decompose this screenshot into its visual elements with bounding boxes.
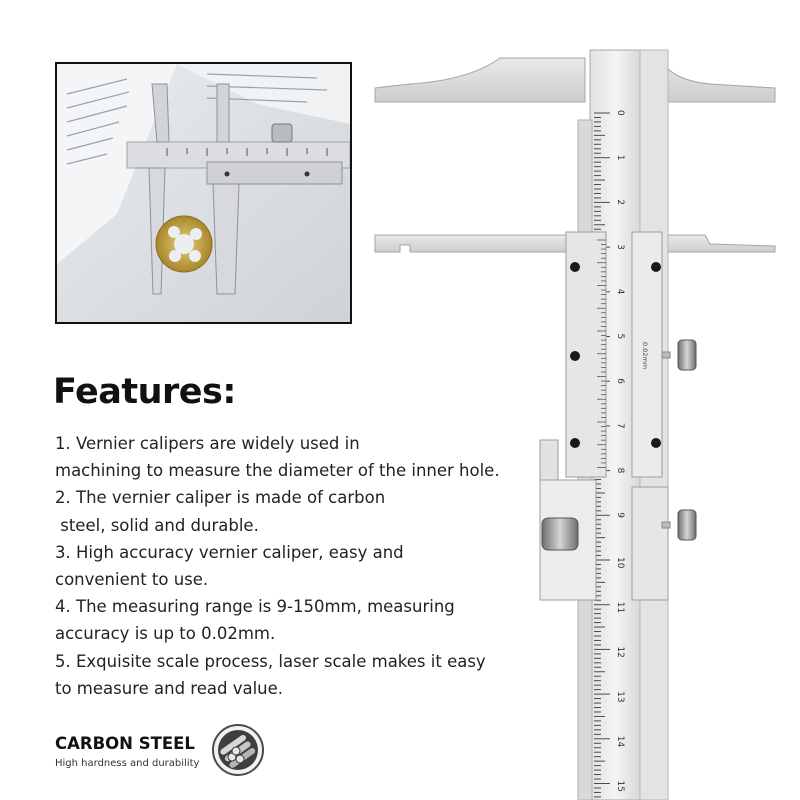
main-scale-number: 8: [615, 467, 625, 474]
main-scale-number: 14: [615, 735, 625, 748]
main-scale-number: 1: [615, 154, 625, 161]
main-scale-number: 5: [615, 333, 625, 340]
badge-title: CARBON STEEL: [55, 734, 195, 753]
features-heading: Features:: [53, 372, 236, 412]
thumb-wheel: [678, 340, 696, 370]
feature-line: 4. The measuring range is 9-150mm, measuring: [55, 597, 455, 617]
main-scale-number: 6: [615, 378, 625, 384]
feature-line: 3. High accuracy vernier caliper, easy and: [55, 542, 404, 562]
feature-line: 5. Exquisite scale process, laser scale makes it easy: [55, 651, 486, 671]
main-scale-number: 13: [615, 691, 625, 703]
main-scale-number: 0: [615, 110, 625, 116]
feature-line: accuracy is up to 0.02mm.: [55, 624, 276, 644]
main-scale-number: 12: [615, 646, 625, 658]
fine-adjust-wheel: [678, 510, 696, 540]
main-scale-number: 10: [615, 557, 625, 569]
main-scale-number: 15: [615, 780, 625, 792]
main-scale-number: 7: [615, 422, 625, 429]
feature-line: 1. Vernier calipers are widely used in: [55, 434, 360, 453]
product-photo: [55, 62, 352, 324]
main-scale-number: 3: [615, 244, 625, 250]
feature-line: steel, solid and durable.: [55, 515, 259, 535]
main-scale-number: 11: [615, 601, 625, 614]
feature-line: convenient to use.: [55, 570, 209, 590]
main-scale-number: 4: [615, 288, 625, 295]
caliper-illustration: [370, 40, 800, 800]
main-scale-number: 2: [615, 199, 625, 206]
steel-bars-icon: [212, 724, 264, 776]
feature-line: to measure and read value.: [55, 678, 284, 698]
feature-line: 2. The vernier caliper is made of carbon: [55, 488, 386, 508]
badge-subtitle: High hardness and durability: [55, 758, 200, 769]
main-scale-number: 9: [615, 512, 625, 519]
feature-line: machining to measure the diameter of the inner hole.: [55, 461, 500, 481]
vernier-label: 0.02mm: [641, 342, 649, 370]
clamp-roller: [542, 518, 578, 550]
